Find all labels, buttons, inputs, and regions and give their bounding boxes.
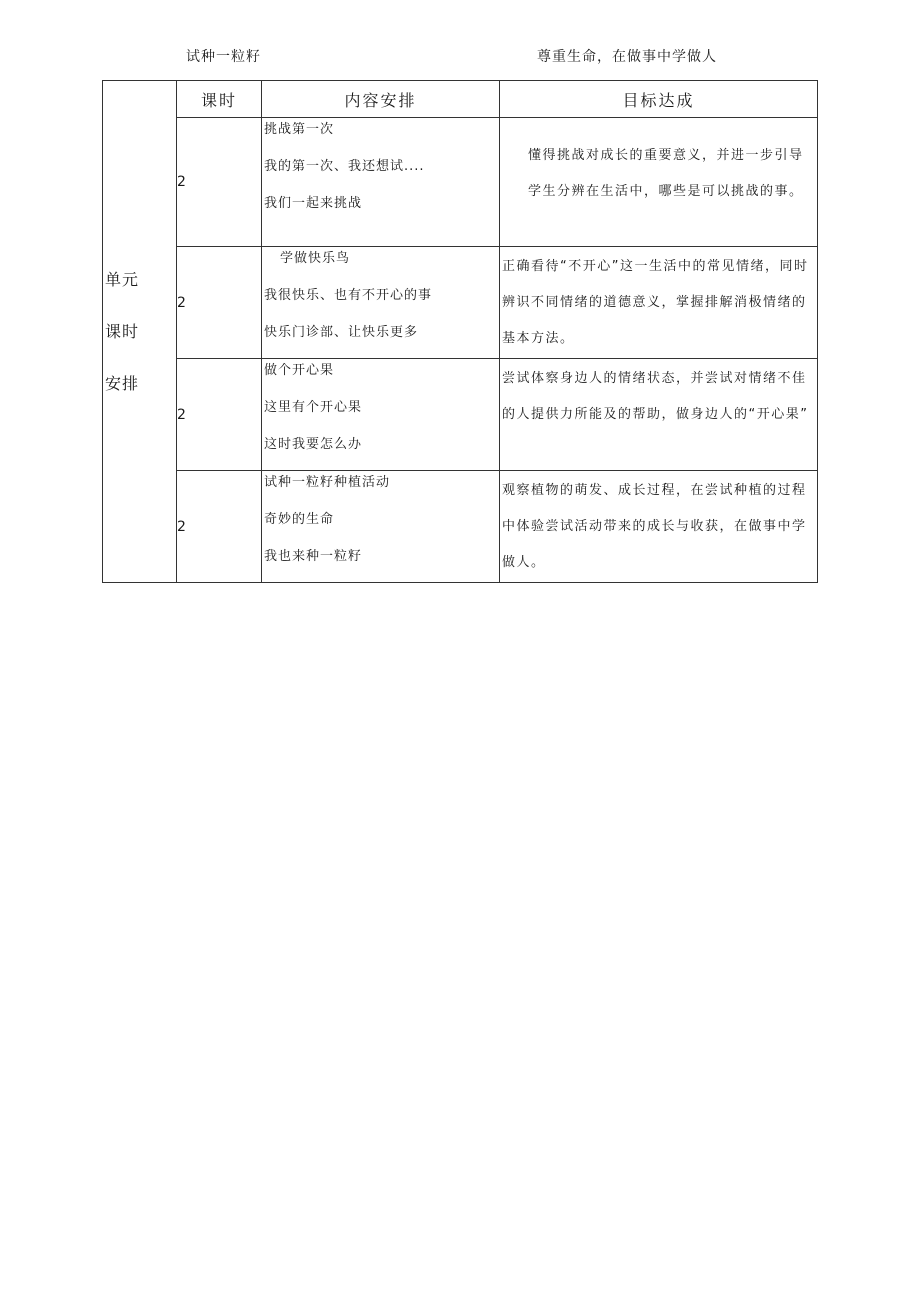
lesson-topic: 我很快乐、也有不开心的事 (264, 288, 433, 303)
schedule-table (102, 80, 818, 583)
content-cell (262, 118, 500, 247)
column-header-content: 内容安排 (262, 81, 500, 118)
lesson-topic: 我的第一次、我还想试.... (264, 159, 425, 174)
unit-label-line: 课时 (105, 321, 140, 341)
column-header-hours: 课时 (177, 81, 262, 118)
goal-text: 观察植物的萌发、成长过程，在尝试种植的过程中体验尝试活动带来的成长与收获，在做事中学做人。 (502, 483, 807, 570)
hours-cell: 2 (177, 471, 262, 583)
hours-cell: 2 (177, 359, 262, 471)
hours-cell: 2 (177, 247, 262, 359)
table-header-row (103, 81, 818, 118)
table-row (103, 247, 818, 359)
lesson-title: 学做快乐鸟 (280, 251, 351, 266)
lesson-topic: 奇妙的生命 (264, 512, 335, 527)
lesson-topic: 这时我要怎么办 (264, 437, 363, 452)
header-left-title: 试种一粒籽 (186, 49, 261, 65)
goal-cell (500, 247, 818, 359)
header-right-title: 尊重生命，在做事中学做人 (537, 49, 717, 65)
table-row (103, 359, 818, 471)
lesson-title: 挑战第一次 (264, 122, 335, 137)
goal-text: 尝试体察身边人的情绪状态，并尝试对情绪不佳的人提供力所能及的帮助，做身边人的“开心果” (502, 371, 809, 422)
lesson-topic: 这里有个开心果 (264, 400, 363, 415)
lesson-title: 试种一粒籽种植活动 (264, 475, 391, 490)
goal-cell (500, 118, 818, 247)
goal-cell (500, 359, 818, 471)
table-row (103, 471, 818, 583)
lesson-topic: 我也来种一粒籽 (264, 549, 363, 564)
goal-text: 懂得挑战对成长的重要意义，并进一步引导学生分辨在生活中，哪些是可以挑战的事。 (528, 148, 804, 199)
lesson-topic: 快乐门诊部、让快乐更多 (264, 325, 419, 340)
unit-schedule-label (103, 81, 177, 583)
column-header-goal: 目标达成 (500, 81, 818, 118)
goal-cell (500, 471, 818, 583)
lesson-title: 做个开心果 (264, 363, 335, 378)
table-row (103, 118, 818, 247)
content-cell (262, 471, 500, 583)
unit-label-line: 安排 (105, 373, 140, 393)
content-cell (262, 247, 500, 359)
goal-text: 正确看待“不开心”这一生活中的常见情绪，同时辨识不同情绪的道德意义，掌握排解消极情绪的基本方法。 (502, 259, 809, 346)
unit-label-line: 单元 (105, 269, 140, 289)
lesson-topic: 我们一起来挑战 (264, 196, 363, 211)
hours-cell: 2 (177, 118, 262, 247)
content-cell (262, 359, 500, 471)
